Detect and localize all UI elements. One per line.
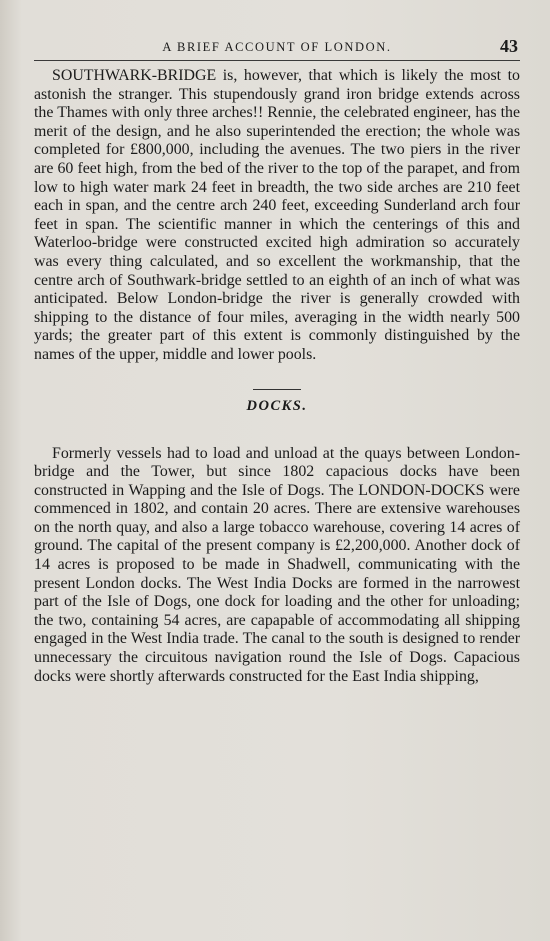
section-rule — [253, 389, 301, 390]
section-docks — [34, 389, 520, 415]
page-number: 43 — [500, 36, 518, 56]
paragraph-southwark-bridge: SOUTHWARK-BRIDGE is, however, that which is likely the most to astonish the stranger. This stupendously grand iron bridge extends across the Thames with only three arches!! Rennie, the celebrated engineer, has the merit of the design, and he also superintended the erection; the whole was completed for £800,000, including the avenues. The two piers in the river are 60 feet high, from the bed of the river to the top of the parapet, and from low to high water mark 24 feet in breadth, the two side arches are 210 feet each in span, and the centre arch 240 feet, exceeding Sunderland arch four feet in span. The scientific manner in which the centerings of this and Waterloo-bridge were constructed excited high admiration so accurately was every thing calculated, and so excellent the workmanship, that the centre arch of Southwark-bridge settled to an eighth of an inch of what was anticipated. Below London-bridge the river is generally crowded with shipping to the distance of four miles, averaging in the width nearly 500 yards; the greater part of this extent is commonly distinguished by the names of the upper, middle and lower pools. — [34, 67, 520, 363]
running-title: A BRIEF ACCOUNT OF LONDON. — [162, 40, 392, 54]
running-header — [34, 36, 520, 61]
paragraph-docks: Formerly vessels had to load and unload at the quays between London-bridge and the Tower, but since 1802 capacious docks have been constructed in Wapping and the Isle of Dogs. The LONDON-DOCKS were commenced in 1802, and contain 20 acres. There are extensive warehouses on the north quay, and also a large tobacco warehouse, covering 14 acres of ground. The capital of the present company is £2,200,000. Another dock of 14 acres is proposed to be made in Shadwell, communicating with the present London docks. The West India Docks are formed in the narrowest part of the Isle of Dogs, one dock for loading and the other for unloading; the two, containing 54 acres, are capapable of accommodating all shipping engaged in the West India trade. The canal to the south is designed to render unnecessary the circuitous navigation round the Isle of Dogs. Capacious docks were shortly afterwards constructed for the East India shipping, — [34, 444, 520, 685]
section-heading: DOCKS. — [246, 397, 308, 414]
